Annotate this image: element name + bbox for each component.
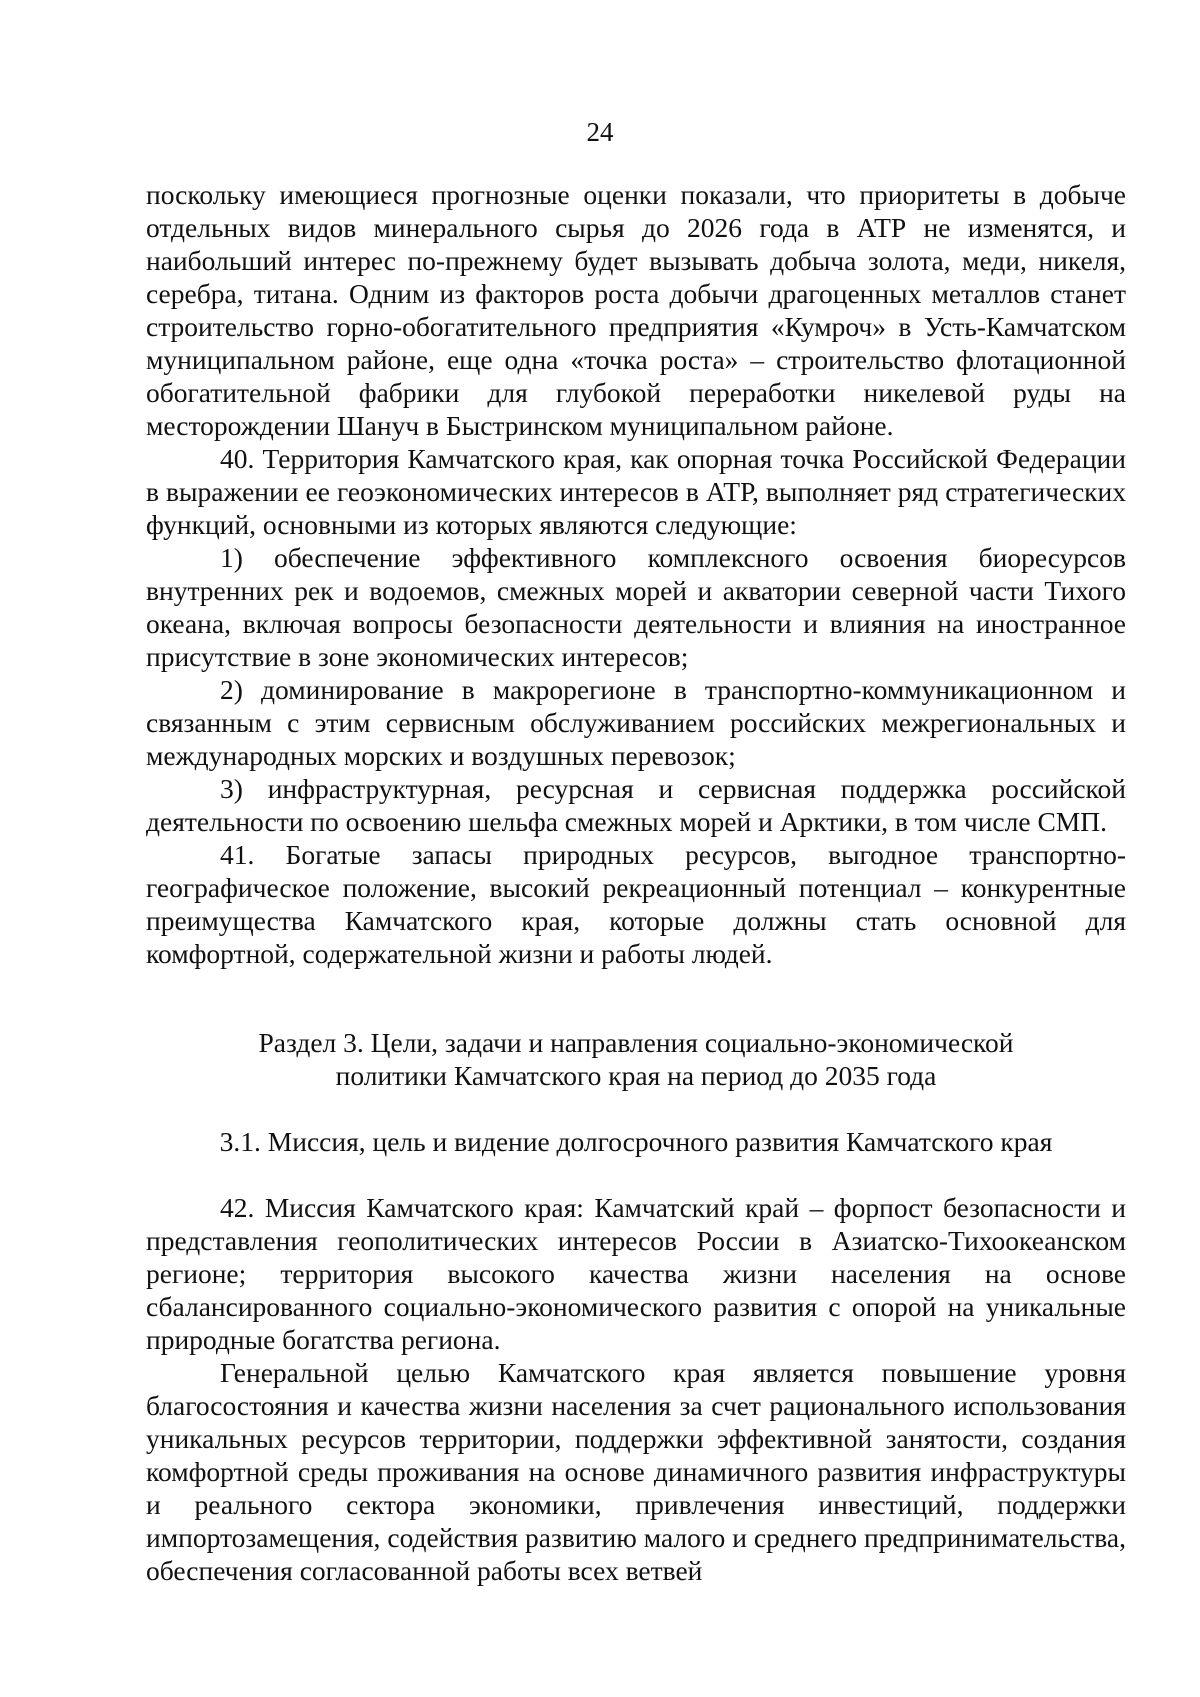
paragraph-42: 42. Миссия Камчатского края: Камчатский край – форпост безопасности и представления геополитических интересов России в Азиатско-Тихоокеанском регионе; территория высокого качества жизни населения на основе сбалансированного социально-экономического развития с опорой на уникальные природные богатства региона. [146,1192,1126,1355]
spacer [146,970,1126,1026]
page-number: 24 [586,117,614,147]
subsection-heading: 3.1. Миссия, цель и видение долгосрочного развития Камчатского края [219,1126,1053,1157]
list-item-2: 2) доминирование в макрорегионе в транспортно-коммуникационном и связанным с этим сервисным обслуживанием российских межрегиональных и международных морских и воздушных перевозок; [146,674,1126,771]
spacer [146,1158,1126,1191]
paragraph-41: 41. Богатые запасы природных ресурсов, выгодное транспортно-географическое положение, высокий рекреационный потенциал – конкурентные преимущества Камчатского края, которые должны стать основной для комфортной, содержательной жизни и работы людей. [146,839,1126,969]
paragraph-40: 40. Территория Камчатского края, как опорная точка Российской Федерации в выражении ее геоэкономических интересов в АТР, выполняет ряд стратегических функций, основными из которых являются следующие: [146,443,1126,540]
list-item-3: 3) инфраструктурная, ресурсная и сервисная поддержка российской деятельности по освоению шельфа смежных морей и Арктики, в том числе СМП. [146,773,1126,837]
paragraph-continuation: поскольку имеющиеся прогнозные оценки показали, что приоритеты в добыче отдельных видов минерального сырья до 2026 года в АТР не изменятся, и наибольший интерес по-прежнему будет вызывать добыча золота, меди, никеля, серебра, титана. Одним из факторов роста добычи драгоценных металлов станет строительство горно-обогатительного предприятия «Кумроч» в Усть-Камчатском муниципальном районе, еще одна «точка роста» – строительство флотационной обогатительной фабрики для глубокой переработки никелевой руды на месторождении Шануч в Быстринском муниципальном районе. [146,179,1126,441]
spacer [146,1092,1126,1125]
document-body [146,178,1126,1587]
section-heading-line-1: Раздел 3. Цели, задачи и направления социально-экономической [258,1027,1014,1058]
paragraph-general-goal: Генеральной целью Камчатского края является повышение уровня благосостояния и качества жизни населения за счет рационального использования уникальных ресурсов территории, поддержки эффективной занятости, создания комфортной среды проживания на основе динамичного развития инфраструктуры и реального сектора экономики, привлечения инвестиций, поддержки импортозамещения, содействия развитию малого и среднего предпринимательства, обеспечения согласованной работы всех ветвей [146,1357,1126,1586]
section-heading-line-2: политики Камчатского края на период до 2035 года [335,1060,937,1091]
list-item-1: 1) обеспечение эффективного комплексного освоения биоресурсов внутренних рек и водоемов, смежных морей и акватории северной части Тихого океана, включая вопросы безопасности деятельности и влияния на иностранное присутствие в зоне экономических интересов; [146,542,1126,672]
